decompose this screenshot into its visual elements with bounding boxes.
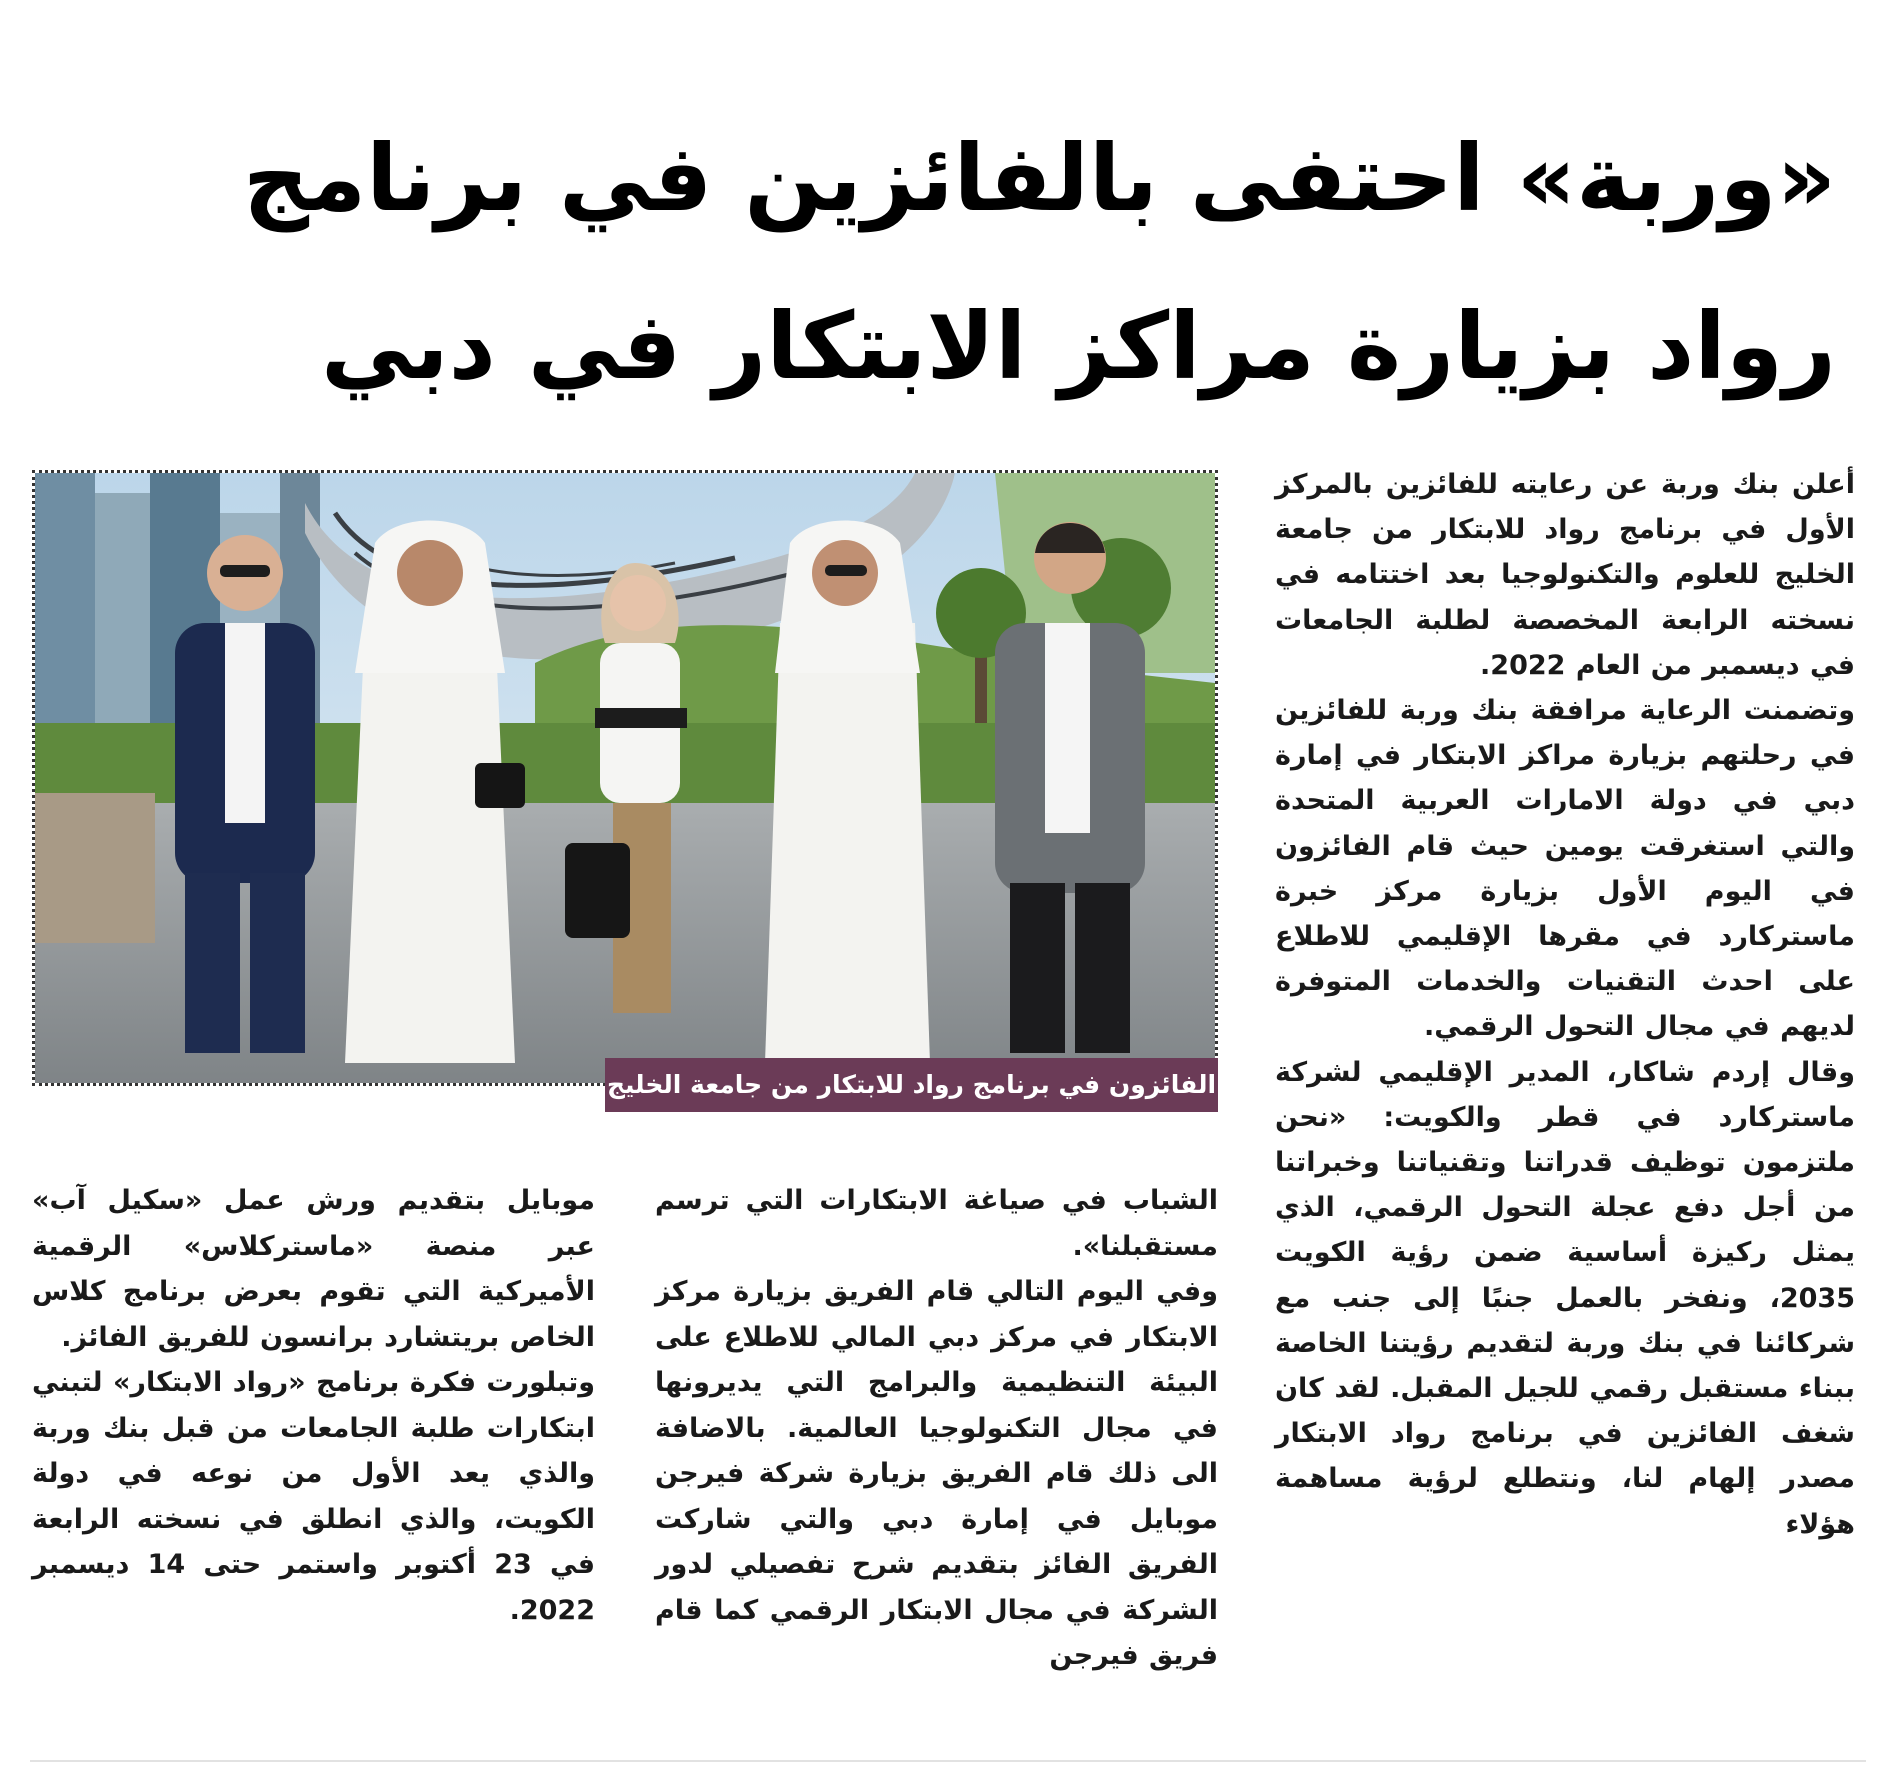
- paragraph: وفي اليوم التالي قام الفريق بزيارة مركز الابتكار في مركز دبي المالي للاطلاع على البيئة التنظيمية والبرامج التي يديرونها في مجال التكنولوجيا العالمية. بالاضافة الى ذلك قام الفريق بزيارة شركة فيرجن موبايل في إمارة دبي والتي شاركت الفريق الفائز بتقديم شرح تفصيلي لدور الشركة في مجال الابتكار الرقمي كما قام فريق فيرجن: [655, 1276, 1218, 1671]
- photo-caption: الفائزون في برنامج رواد للابتكار من جامعة الخليج: [605, 1058, 1218, 1112]
- photo-illustration: [35, 473, 1215, 1083]
- paragraph: وتبلورت فكرة برنامج «رواد الابتكار» لتبني ابتكارات طلبة الجامعات من قبل بنك وربة والذي يعد الأول من نوعه في دولة الكويت، والذي انطلق في نسخته الرابعة في 23 أكتوبر واستمر حتى 14 ديسمبر 2022.: [32, 1367, 595, 1626]
- footer-rule: [30, 1760, 1866, 1762]
- article-column-middle: [655, 1178, 1218, 1679]
- article-photo: [32, 470, 1218, 1086]
- paragraph: وتضمنت الرعاية مرافقة بنك وربة للفائزين في رحلتهم بزيارة مراكز الابتكار في إمارة دبي في دولة الامارات العربية المتحدة والتي استغرقت يومين حيث قام الفائزون في اليوم الأول بزيارة مركز خبرة ماستركارد في مقرها الإقليمي للاطلاع على احدث التقنيات والخدمات المتوفرة لديهم في مجال التحول الرقمي.: [1275, 695, 1855, 1043]
- article-column-right: [1275, 462, 1855, 1547]
- paragraph: وقال إردم شاكار، المدير الإقليمي لشركة ماستركارد في قطر والكويت: «نحن ملتزمون توظيف قدراتنا وتقنياتنا وخبراتنا من أجل دفع عجلة التحول الرقمي، الذي يمثل ركيزة أساسية ضمن رؤية الكويت 2035، ونفخر بالعمل جنبًا إلى جنب مع شركائنا في بنك وربة لتقديم رؤيتنا الخاصة ببناء مستقبل رقمي للجيل المقبل. لقد كان شغف الفائزين في برنامج رواد الابتكار مصدر إلهام لنا، ونتطلع لرؤية مساهمة هؤلاء: [1275, 1056, 1855, 1540]
- paragraph: أعلن بنك وربة عن رعايته للفائزين بالمركز الأول في برنامج رواد للابتكار من جامعة الخليج للعلوم والتكنولوجيا بعد اختتامه في نسخته الرابعة المخصصة لطلبة الجامعات في ديسمبر من العام 2022.: [1275, 469, 1855, 681]
- paragraph: موبايل بتقديم ورش عمل «سكيل آب» عبر منصة «ماستركلاس» الرقمية الأميركية التي تقوم بعرض برنامج كلاس الخاص بريتشارد برانسون للفريق الفائز.: [32, 1185, 595, 1353]
- paragraph: الشباب في صياغة الابتكارات التي ترسم مستقبلنا».: [655, 1185, 1218, 1262]
- article-column-left: [32, 1178, 595, 1633]
- headline: «وربة» احتفى بالفائزين في برنامج رواد بزيارة مراكز الابتكار في دبي: [242, 125, 1836, 400]
